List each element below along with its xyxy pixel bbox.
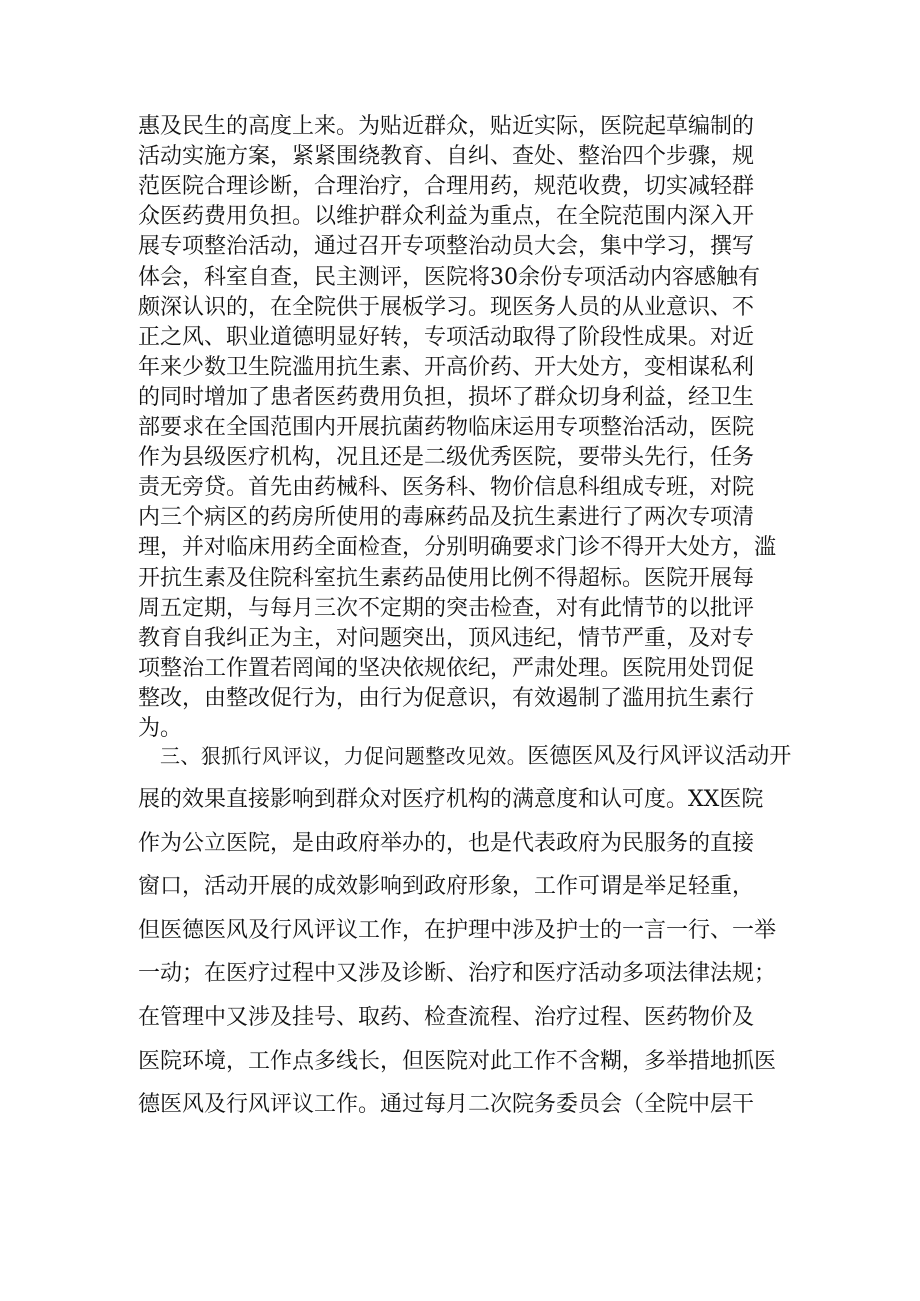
- paragraph-1-line: 为。: [138, 716, 183, 741]
- paragraph-1-line: 作为县级医疗机构，况且还是二级优秀医院，要带头先行，任务: [138, 445, 755, 471]
- paragraph-1-line: 理，并对临床用药全面检查，分别明确要求门诊不得开大处方，滥: [138, 535, 777, 561]
- section-3-heading: 三、狠抓行风评议，力促问题整改见效。: [160, 744, 528, 768]
- section-3-line: 窗口，活动开展的成效影响到政府形象，工作可谓是举足轻重，: [138, 874, 755, 900]
- section-3-line: 展的效果直接影响到群众对医疗机构的满意度和认可度。XX医院: [138, 787, 764, 812]
- paragraph-1-line: 范医院合理诊断，合理治疗，合理用药，规范收费，切实减轻群: [138, 174, 755, 200]
- paragraph-1-line: 内三个病区的药房所使用的毒麻药品及抗生素进行了两次专项清: [138, 505, 755, 531]
- paragraph-1-line: 周五定期，与每月三次不定期的突击检查，对有此情节的以批评: [138, 595, 755, 621]
- section-3-line: 一动；在医疗过程中又涉及诊断、治疗和医疗活动多项法律法规；: [138, 961, 777, 987]
- paragraph-1-line: 项整治工作置若罔闻的坚决依规依纪，严肃处理。医院用处罚促: [138, 655, 755, 681]
- section-3-line: 德医风及行风评议工作。通过每月二次院务委员会（全院中层干: [138, 1092, 755, 1118]
- section-3-first-line-text: 医德医风及行风评议活动开: [527, 744, 792, 769]
- section-3-line: 医院环境，工作点多线长，但医院对此工作不含糊，多举措地抓医: [138, 1048, 777, 1074]
- paragraph-1-line: 责无旁贷。首先由药械科、医务科、物价信息科组成专班，对院: [138, 475, 755, 501]
- paragraph-1-line: 的同时增加了患者医药费用负担，损坏了群众切身利益，经卫生: [138, 384, 755, 410]
- section-3-line: 作为公立医院，是由政府举办的，也是代表政府为民服务的直接: [138, 830, 755, 856]
- paragraph-1-line: 惠及民生的高度上来。为贴近群众，贴近实际，医院起草编制的: [138, 114, 755, 139]
- paragraph-1-line: 年来少数卫生院滥用抗生素、开高价药、开大处方，变相谋私利: [138, 354, 755, 380]
- section-3-line: 在管理中又涉及挂号、取药、检查流程、治疗过程、医药物价及: [138, 1005, 755, 1030]
- section-3-line: 但医德医风及行风评议工作，在护理中涉及护士的一言一行、一举: [138, 917, 777, 943]
- paragraph-1-line: 正之风、职业道德明显好转，专项活动取得了阶段性成果。对近: [138, 324, 755, 350]
- paragraph-1-line: 活动实施方案，紧紧围绕教育、自纠、查处、整治四个步骤，规: [138, 144, 755, 170]
- paragraph-1-line: 开抗生素及住院科室抗生素药品使用比例不得超标。医院开展每: [138, 565, 755, 591]
- paragraph-1-line: 整改，由整改促行为，由行为促意识，有效遏制了滥用抗生素行: [138, 685, 755, 711]
- paragraph-1-line: 众医药费用负担。以维护群众利益为重点，在全院范围内深入开: [138, 204, 755, 230]
- paragraph-1-line: 展专项整治活动，通过召开专项整治动员大会，集中学习，撰写: [138, 234, 755, 260]
- paragraph-1-line: 体会，科室自查，民主测评，医院将30余份专项活动内容感触有: [138, 264, 760, 290]
- paragraph-1-line: 颇深认识的，在全院供于展板学习。现医务人员的从业意识、不: [138, 294, 755, 320]
- paragraph-1-line: 部要求在全国范围内开展抗菌药物临床运用专项整治活动，医院: [138, 415, 755, 440]
- paragraph-1-line: 教育自我纠正为主，对问题突出，顶风违纪，情节严重，及对专: [138, 625, 755, 651]
- section-3-first-line: [160, 743, 820, 770]
